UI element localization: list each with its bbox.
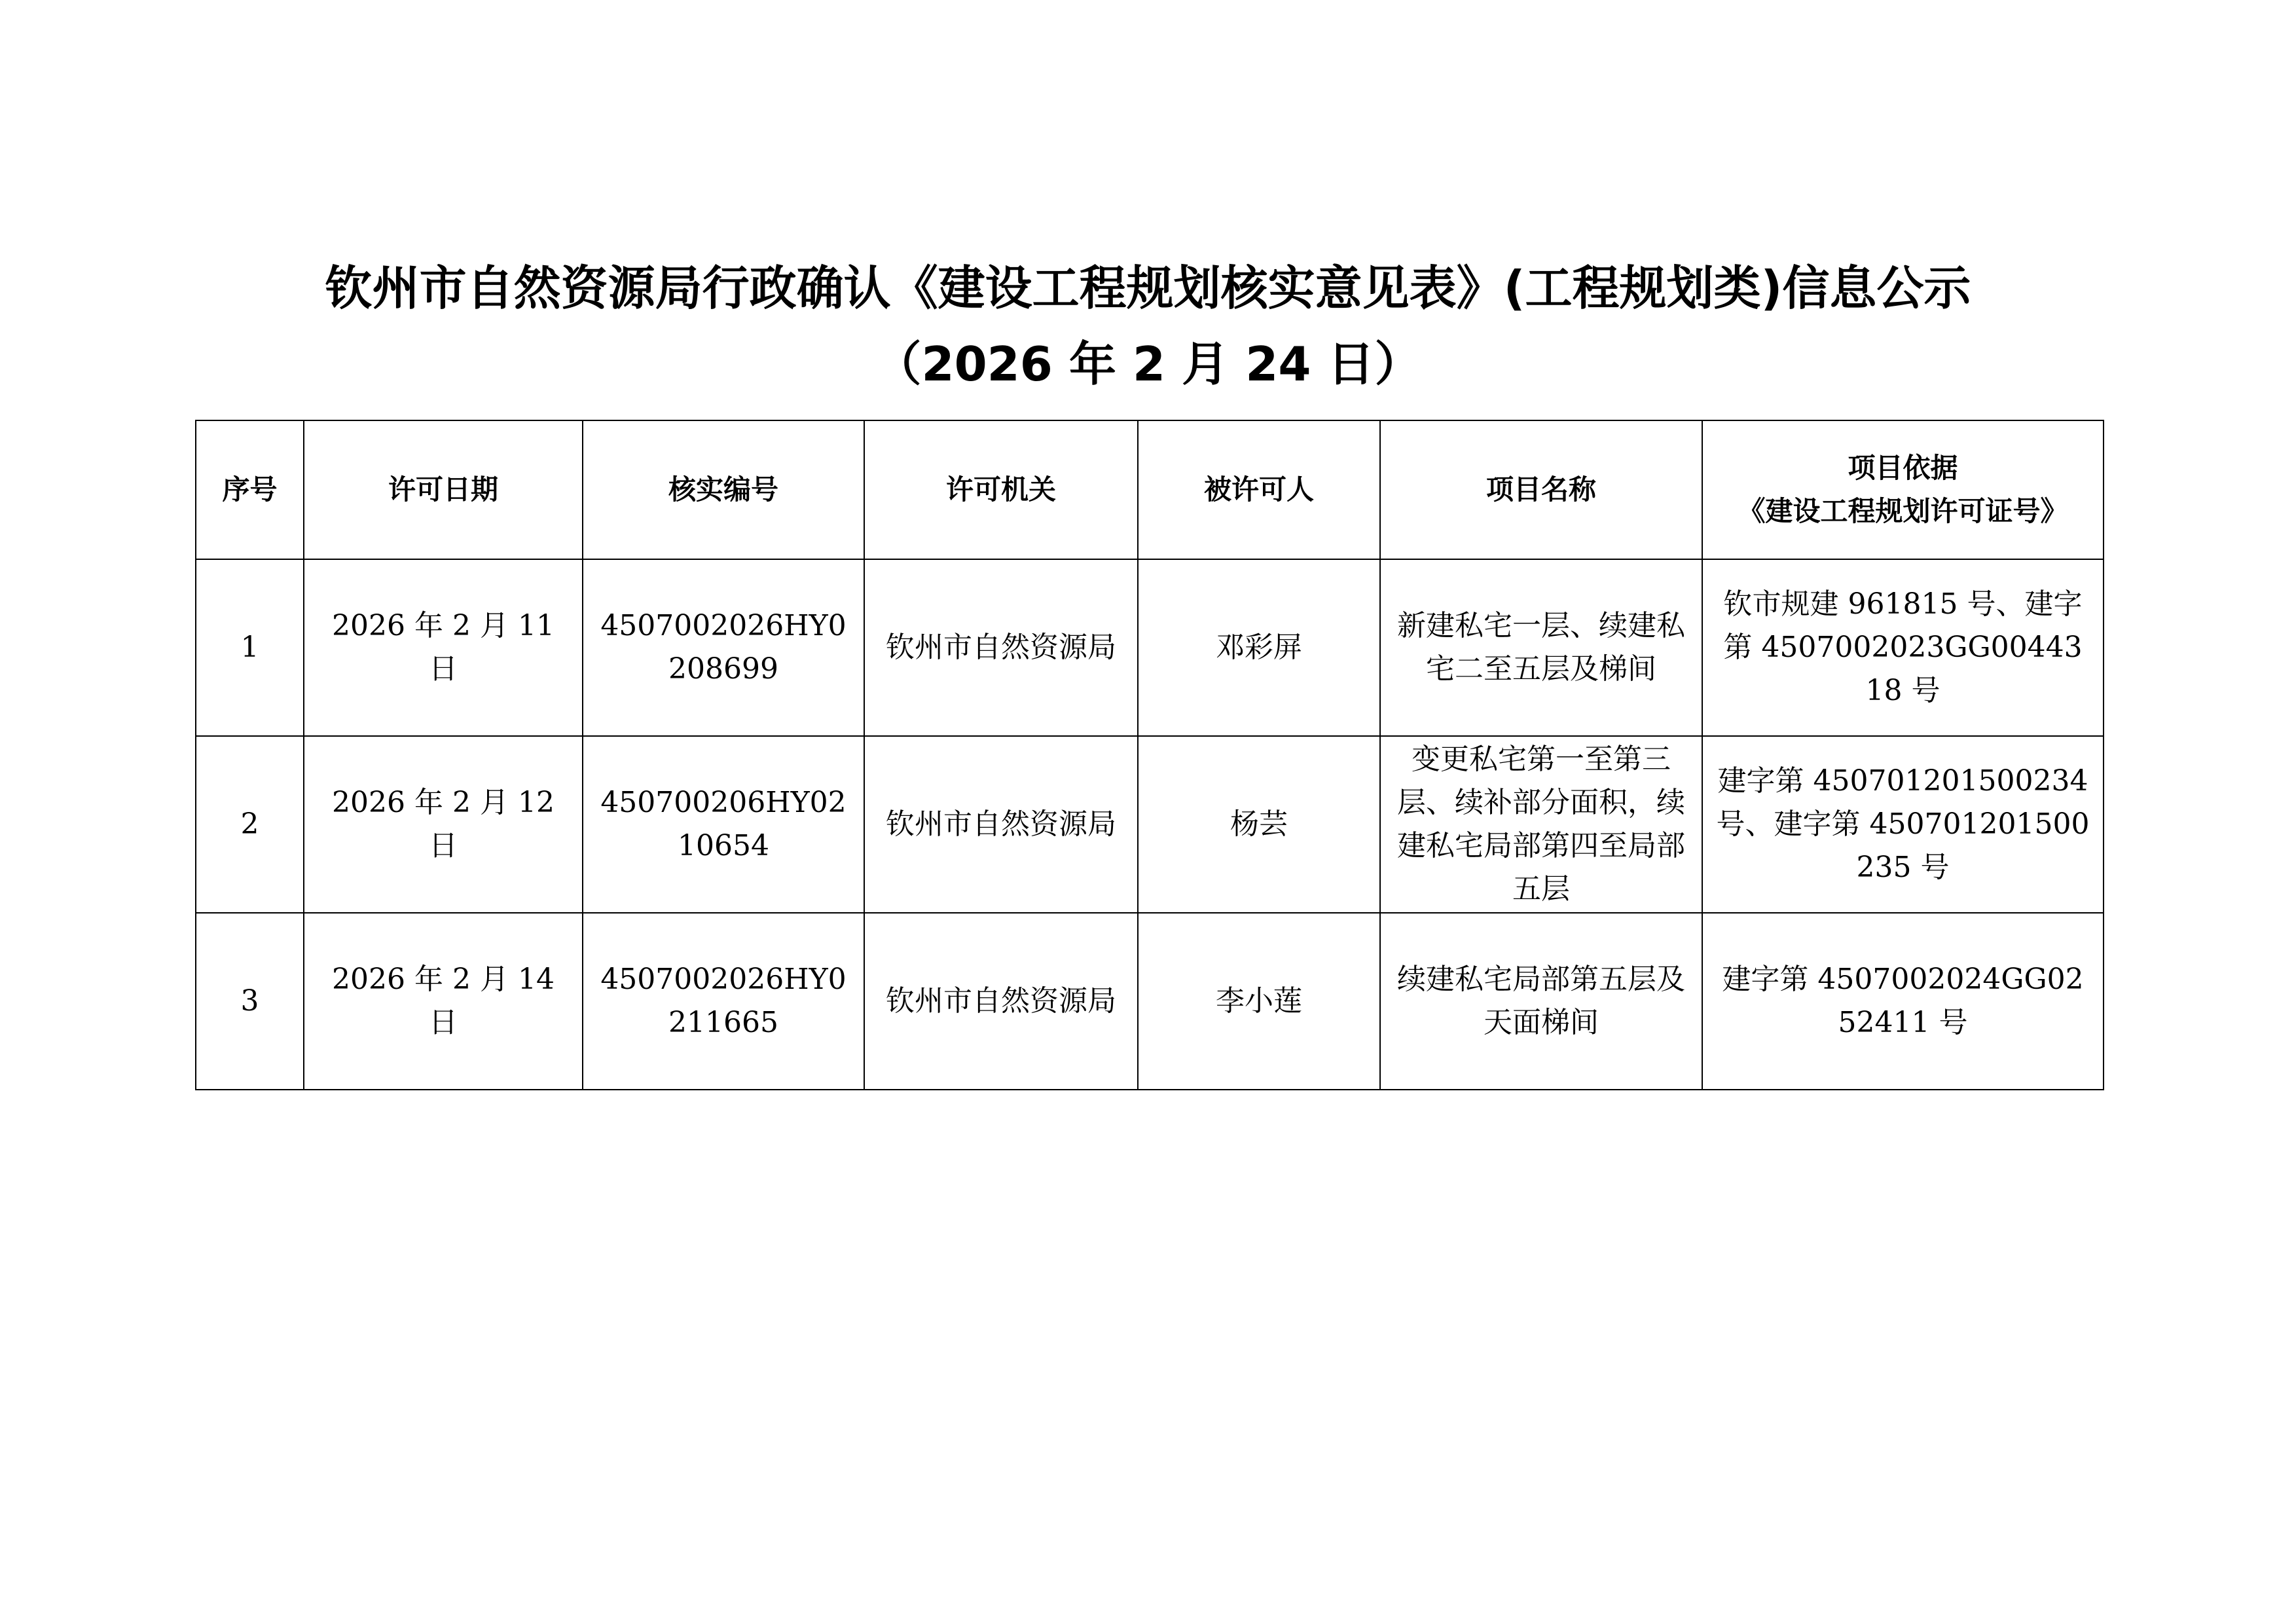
cell-licensee: 邓彩屏 bbox=[1138, 559, 1380, 736]
header-basis-line2: 《建设工程规划许可证号》 bbox=[1738, 495, 2068, 527]
cell-project: 续建私宅局部第五层及天面梯间 bbox=[1380, 913, 1702, 1090]
cell-project: 变更私宅第一至第三层、续补部分面积，续建私宅局部第四至局部五层 bbox=[1380, 736, 1702, 913]
cell-licensee: 李小莲 bbox=[1138, 913, 1380, 1090]
cell-seq: 1 bbox=[196, 559, 304, 736]
header-licensee: 被许可人 bbox=[1138, 420, 1380, 559]
cell-seq: 3 bbox=[196, 913, 304, 1090]
cell-code: 4507002026HY0211665 bbox=[583, 913, 864, 1090]
header-basis-line1: 项目依据 bbox=[1848, 452, 1958, 484]
cell-licensee: 杨芸 bbox=[1138, 736, 1380, 913]
header-authority: 许可机关 bbox=[864, 420, 1138, 559]
header-basis bbox=[1702, 420, 2104, 559]
cell-seq: 2 bbox=[196, 736, 304, 913]
cell-project: 新建私宅一层、续建私宅二至五层及梯间 bbox=[1380, 559, 1702, 736]
header-code: 核实编号 bbox=[583, 420, 864, 559]
table-header-row bbox=[196, 420, 2104, 559]
cell-basis: 钦市规建 961815 号、建字第 4507002023GG0044318 号 bbox=[1702, 559, 2104, 736]
publicity-table bbox=[195, 420, 2104, 1090]
page-date-subtitle: （2026 年 2 月 24 日） bbox=[874, 337, 1422, 392]
cell-basis: 建字第 4507002024GG0252411 号 bbox=[1702, 913, 2104, 1090]
cell-basis: 建字第 450701201500234 号、建字第 450701201500235 号 bbox=[1702, 736, 2104, 913]
table-row bbox=[196, 559, 2104, 736]
cell-date: 2026 年 2 月 12 日 bbox=[304, 736, 583, 913]
table-row bbox=[196, 736, 2104, 913]
header-seq: 序号 bbox=[196, 420, 304, 559]
cell-authority: 钦州市自然资源局 bbox=[864, 913, 1138, 1090]
cell-code: 4507002026HY0208699 bbox=[583, 559, 864, 736]
cell-code: 450700206HY0210654 bbox=[583, 736, 864, 913]
header-project: 项目名称 bbox=[1380, 420, 1702, 559]
cell-authority: 钦州市自然资源局 bbox=[864, 736, 1138, 913]
page-title: 钦州市自然资源局行政确认《建设工程规划核实意见表》(工程规划类)信息公示 bbox=[325, 261, 1971, 316]
header-date: 许可日期 bbox=[304, 420, 583, 559]
cell-authority: 钦州市自然资源局 bbox=[864, 559, 1138, 736]
cell-date: 2026 年 2 月 11 日 bbox=[304, 559, 583, 736]
table-row bbox=[196, 913, 2104, 1090]
cell-date: 2026 年 2 月 14 日 bbox=[304, 913, 583, 1090]
